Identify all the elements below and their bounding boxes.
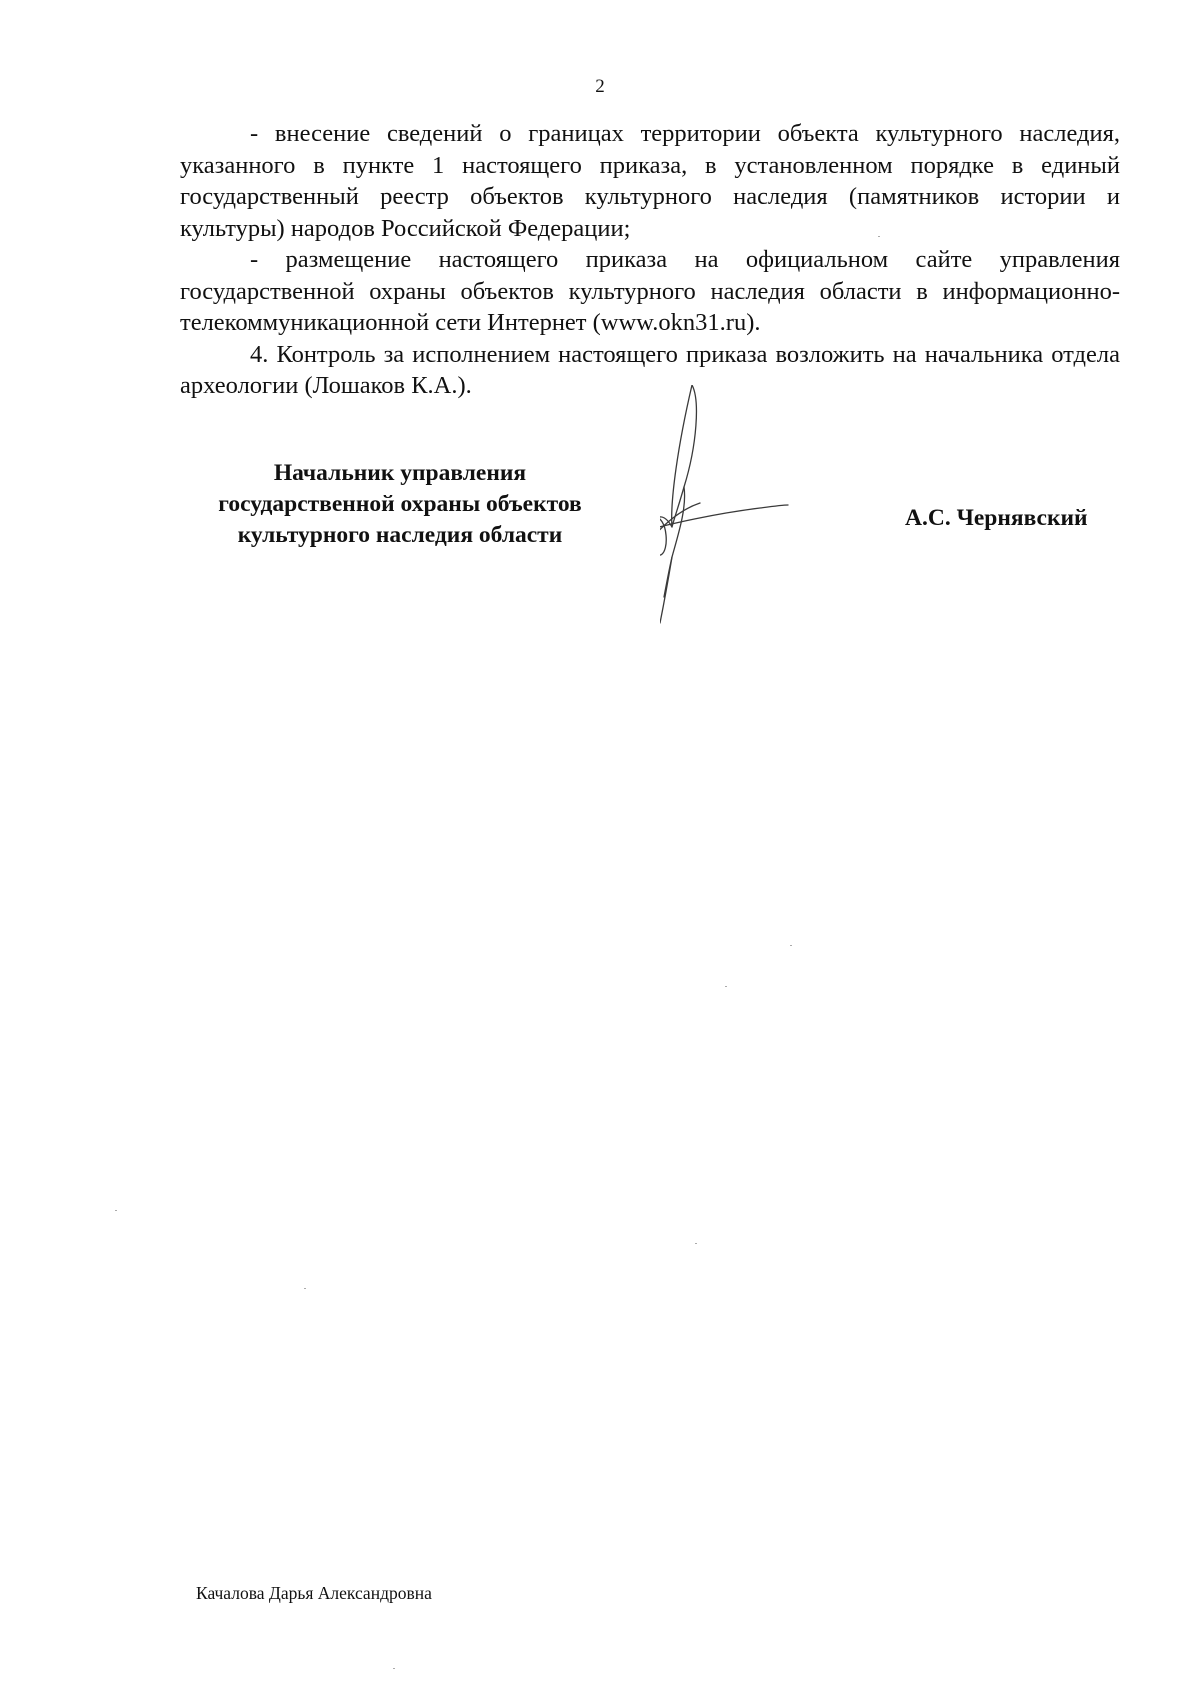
scan-speck <box>790 945 792 946</box>
scan-speck <box>115 1210 117 1211</box>
handwritten-signature <box>660 385 860 625</box>
signatory-name: А.С. Чернявский <box>905 505 1088 531</box>
executor-name: Качалова Дарья Александровна <box>196 1583 432 1603</box>
signatory-position-line: Начальник управления <box>273 460 527 486</box>
signatory-position <box>190 458 610 551</box>
paragraph-registry-entry: - внесение сведений о границах территории объекта культурного наследия, указанного в пункте 1 настоящего приказа, в установленном порядке в единый государственный реестр объектов культурного наследия (памятников истории и культуры) народов Российской Федерации; <box>180 120 1120 242</box>
scan-speck <box>725 986 727 987</box>
scan-speck <box>695 1243 697 1244</box>
scan-speck <box>393 1668 395 1669</box>
scan-speck <box>304 1288 306 1289</box>
signatory-position-line: культурного наследия области <box>237 522 563 548</box>
scan-speck <box>878 236 880 237</box>
paragraph-website-publication: - размещение настоящего приказа на официальном сайте управления государственной охраны объектов культурного наследия области в информационно-телекоммуникационной сети Интернет (www.okn31.ru). <box>180 246 1120 336</box>
page-number: 2 <box>595 76 605 97</box>
signatory-position-line: государственной охраны объектов <box>218 491 582 517</box>
document-body <box>180 118 1120 402</box>
paragraph-control-clause: 4. Контроль за исполнением настоящего приказа возложить на начальника отдела археологии (Лошаков К.А.). <box>180 340 1120 399</box>
